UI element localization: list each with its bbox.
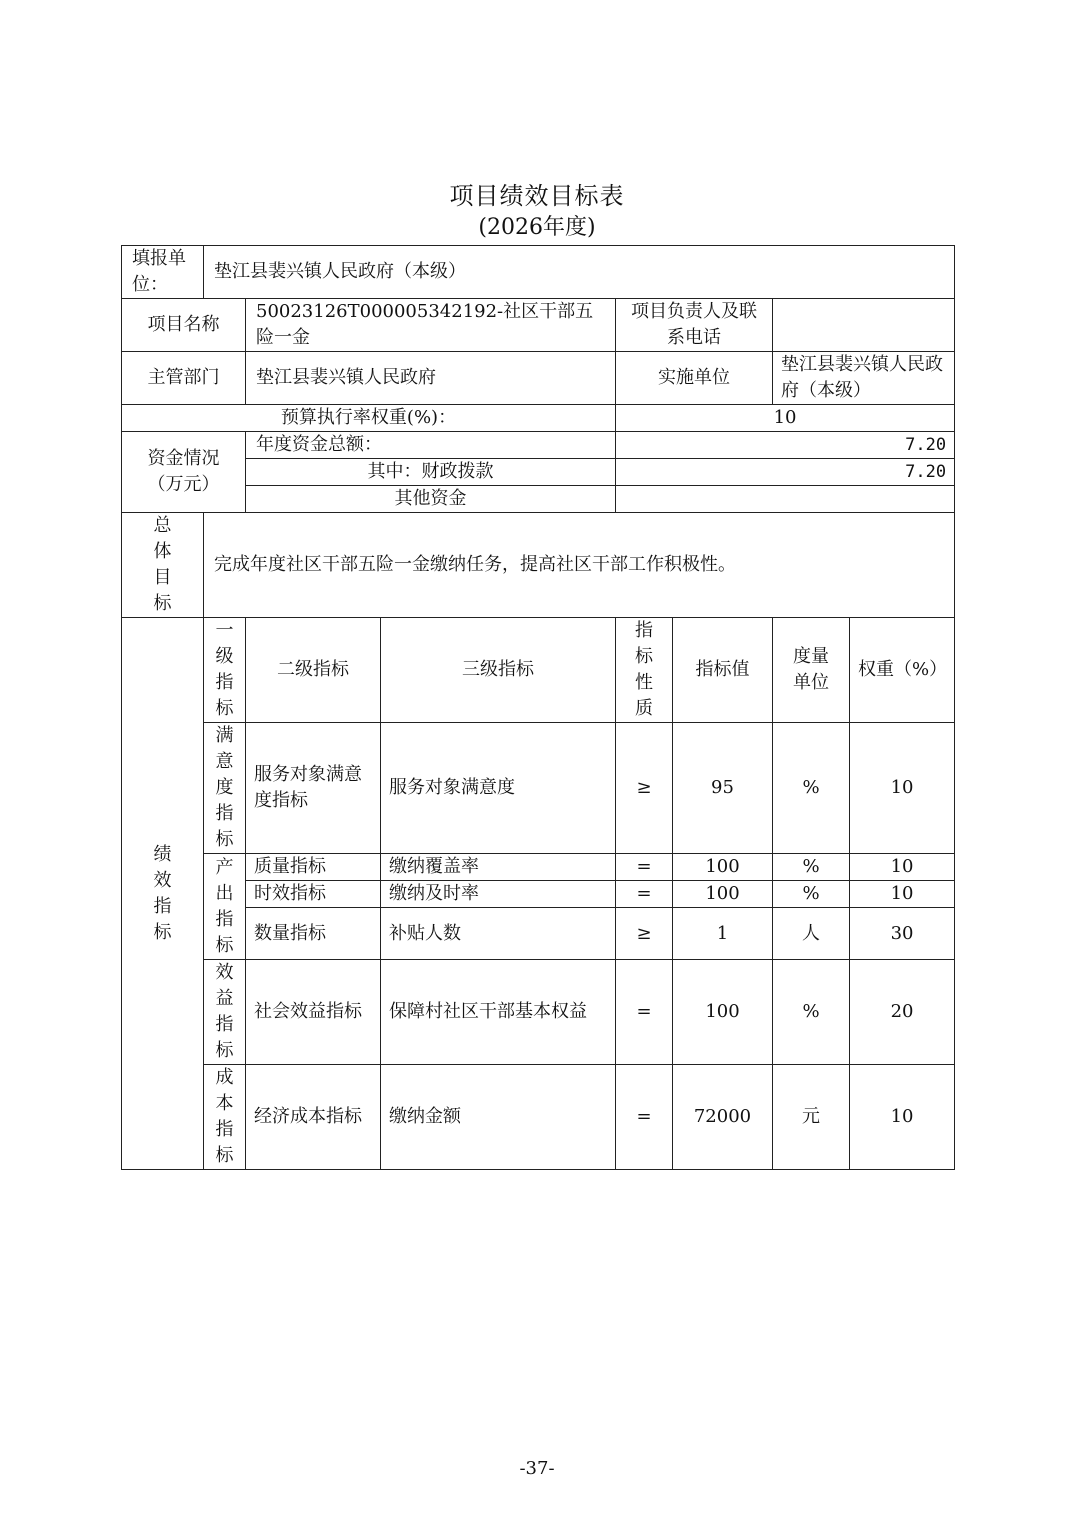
weight-cell: 10: [850, 1065, 955, 1170]
goal-text: 完成年度社区干部五险一金缴纳任务，提高社区干部工作积极性。: [204, 513, 955, 618]
level2-cell: 服务对象满意度指标: [246, 723, 381, 854]
level1-cost: 成 本 指 标: [204, 1065, 246, 1170]
funds-total-value: 7.20: [616, 432, 955, 459]
goal-label: 总 体 目 标: [122, 513, 204, 618]
weight-cell: 20: [850, 960, 955, 1065]
level2-cell: 质量指标: [246, 854, 381, 881]
page-title: 项目绩效目标表: [449, 182, 625, 210]
weight-cell: 30: [850, 908, 955, 960]
contact-label: 项目负责人及联系电话: [616, 299, 773, 352]
level2-cell: 数量指标: [246, 908, 381, 960]
level3-cell: 缴纳覆盖率: [381, 854, 616, 881]
nature-cell: =: [616, 1065, 673, 1170]
header-unit: 度量单位: [773, 618, 850, 723]
dept-row: [122, 352, 955, 405]
header-level1: 一 级 指 标: [204, 618, 246, 723]
nature-cell: ≥: [616, 908, 673, 960]
dept-label: 主管部门: [122, 352, 246, 405]
nature-cell: =: [616, 881, 673, 908]
level3-cell: 缴纳金额: [381, 1065, 616, 1170]
funds-other-row: [122, 486, 955, 513]
table-row: [122, 854, 955, 881]
unit-cell: %: [773, 723, 850, 854]
weight-cell: 10: [850, 723, 955, 854]
table-row: [122, 1065, 955, 1170]
level3-cell: 保障村社区干部基本权益: [381, 960, 616, 1065]
project-name-row: [122, 299, 955, 352]
project-name-label: 项目名称: [122, 299, 246, 352]
funds-fiscal-row: [122, 459, 955, 486]
header-level2: 二级指标: [246, 618, 381, 723]
unit-cell: %: [773, 854, 850, 881]
value-cell: 100: [673, 960, 773, 1065]
value-cell: 100: [673, 881, 773, 908]
table-row: [122, 723, 955, 854]
level1-benefit: 效 益 指 标: [204, 960, 246, 1065]
impl-value: 垫江县裴兴镇人民政府（本级）: [773, 352, 955, 405]
goal-row: [122, 513, 955, 618]
weight-cell: 10: [850, 854, 955, 881]
funds-total-label: 年度资金总额：: [246, 432, 616, 459]
fill-unit-row: [122, 246, 955, 299]
page-subtitle: (2026年度): [478, 215, 596, 240]
level2-cell: 经济成本指标: [246, 1065, 381, 1170]
funds-other-label: 其他资金: [246, 486, 616, 513]
value-cell: 95: [673, 723, 773, 854]
weight-cell: 10: [850, 881, 955, 908]
indicator-header-row: [122, 618, 955, 723]
impl-label: 实施单位: [616, 352, 773, 405]
funds-label: 资金情况（万元）: [122, 432, 246, 513]
level1-output: 产 出 指 标: [204, 854, 246, 960]
funds-total-row: [122, 432, 955, 459]
dept-value: 垫江县裴兴镇人民政府: [246, 352, 616, 405]
funds-fiscal-value: 7.20: [616, 459, 955, 486]
contact-value: [773, 299, 955, 352]
level1-satisfaction: 满 意 度 指 标: [204, 723, 246, 854]
value-cell: 72000: [673, 1065, 773, 1170]
funds-fiscal-label: 其中：财政拨款: [246, 459, 616, 486]
nature-cell: =: [616, 960, 673, 1065]
fill-unit-value: 垫江县裴兴镇人民政府（本级）: [204, 246, 955, 299]
level2-cell: 社会效益指标: [246, 960, 381, 1065]
value-cell: 1: [673, 908, 773, 960]
nature-cell: =: [616, 854, 673, 881]
budget-weight-row: [122, 405, 955, 432]
level3-cell: 缴纳及时率: [381, 881, 616, 908]
page-number: -37-: [519, 1458, 555, 1479]
fill-unit-label: 填报单位：: [122, 246, 204, 299]
unit-cell: %: [773, 960, 850, 1065]
unit-cell: 人: [773, 908, 850, 960]
level3-cell: 补贴人数: [381, 908, 616, 960]
performance-table: [121, 245, 955, 1170]
level3-cell: 服务对象满意度: [381, 723, 616, 854]
table-row: [122, 960, 955, 1065]
value-cell: 100: [673, 854, 773, 881]
header-value: 指标值: [673, 618, 773, 723]
table-row: [122, 908, 955, 960]
project-name-value: 50023126T000005342192-社区干部五险一金: [246, 299, 616, 352]
header-weight: 权重（%）: [850, 618, 955, 723]
budget-weight-label: 预算执行率权重(%)：: [122, 405, 616, 432]
nature-cell: ≥: [616, 723, 673, 854]
header-nature: 指 标 性 质: [616, 618, 673, 723]
indicators-section-label: 绩 效 指 标: [122, 618, 204, 1170]
table-row: [122, 881, 955, 908]
unit-cell: 元: [773, 1065, 850, 1170]
unit-cell: %: [773, 881, 850, 908]
funds-other-value: [616, 486, 955, 513]
budget-weight-value: 10: [616, 405, 955, 432]
header-level3: 三级指标: [381, 618, 616, 723]
level2-cell: 时效指标: [246, 881, 381, 908]
